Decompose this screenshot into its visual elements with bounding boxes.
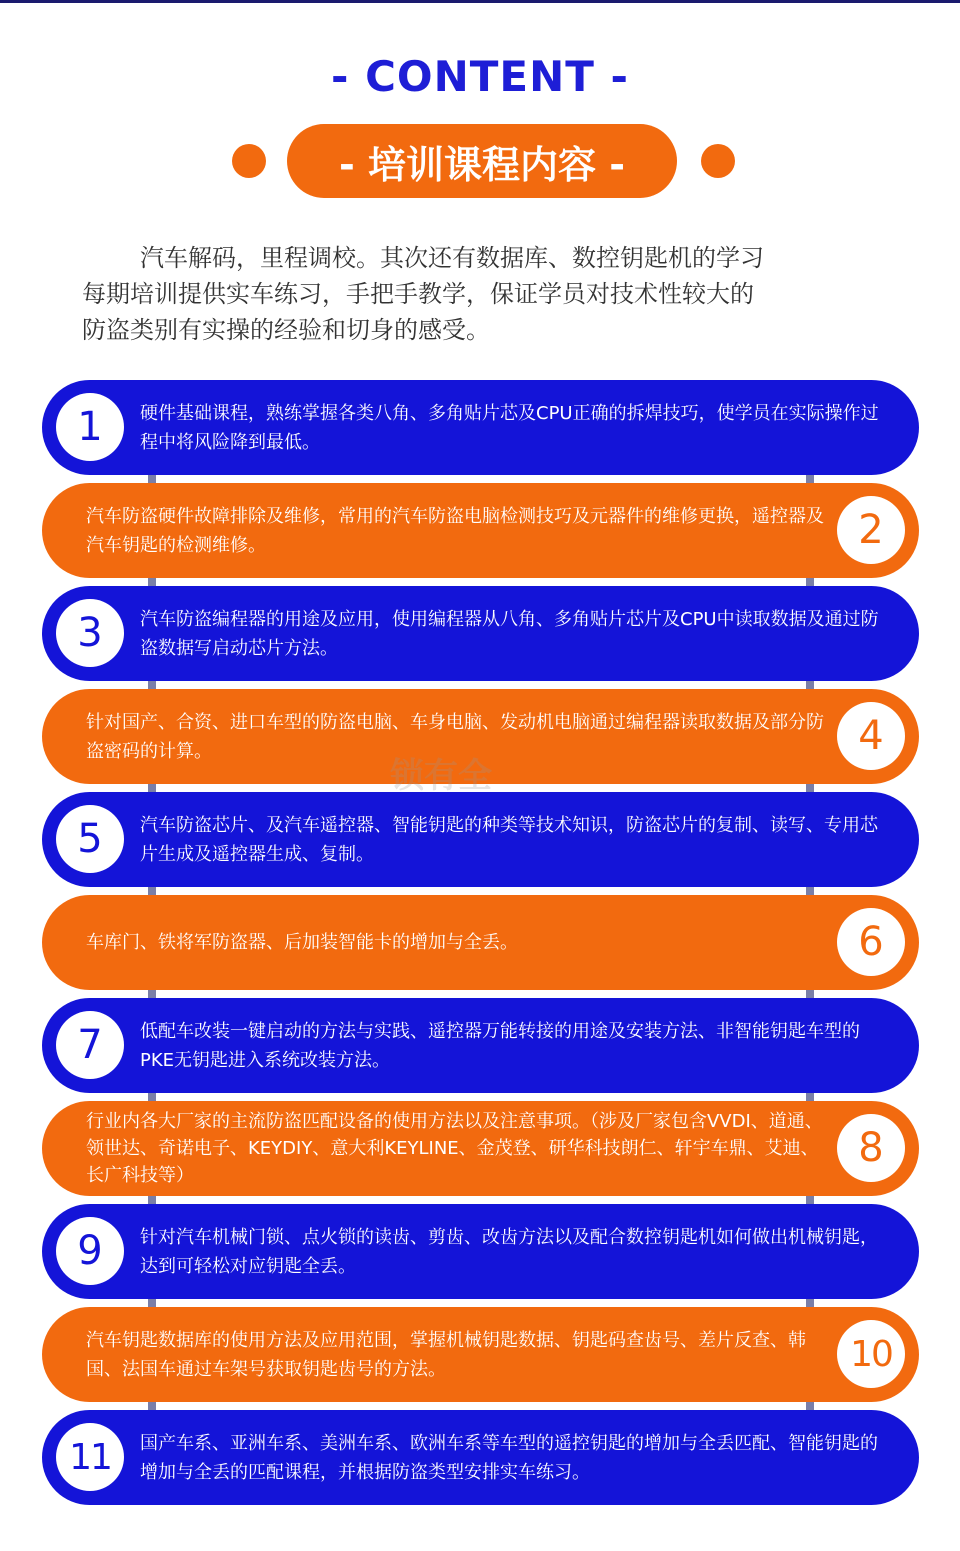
course-item-10 — [42, 1307, 919, 1402]
item-number-badge: 7 — [56, 1011, 124, 1079]
item-number-badge: 9 — [56, 1217, 124, 1285]
intro-line: 防盗类别有实操的经验和切身的感受。 — [82, 316, 490, 344]
section-title-pill: - 培训课程内容 - — [287, 124, 677, 198]
top-border-line — [0, 0, 960, 3]
item-text: 硬件基础课程，熟练掌握各类八角、多角贴片芯及CPU正确的拆焊技巧，使学员在实际操作过程中将风险降到最低。 — [140, 402, 879, 453]
item-number-badge: 11 — [56, 1423, 124, 1491]
item-number-badge: 2 — [837, 496, 905, 564]
course-item-3 — [42, 586, 919, 681]
item-number-badge: 4 — [837, 702, 905, 770]
item-text: 针对国产、合资、进口车型的防盗电脑、车身电脑、发动机电脑通过编程器读取数据及部分防盗密码的计算。 — [86, 711, 824, 762]
item-number-badge: 8 — [837, 1114, 905, 1182]
course-item-11 — [42, 1410, 919, 1505]
item-number-badge: 5 — [56, 805, 124, 873]
course-item-2 — [42, 483, 919, 578]
item-number-badge: 10 — [837, 1320, 905, 1388]
content-heading: - CONTENT - — [331, 52, 629, 101]
item-text: 汽车防盗芯片、及汽车遥控器、智能钥匙的种类等技术知识，防盗芯片的复制、读写、专用芯片生成及遥控器生成、复制。 — [140, 814, 878, 865]
item-number-badge: 1 — [56, 393, 124, 461]
item-text: 汽车防盗编程器的用途及应用，使用编程器从八角、多角贴片芯片及CPU中读取数据及通过防盗数据写启动芯片方法。 — [140, 608, 879, 659]
intro-line: 汽车解码，里程调校。其次还有数据库、数控钥匙机的学习 — [140, 244, 764, 272]
item-number-badge: 3 — [56, 599, 124, 667]
course-item-8 — [42, 1101, 919, 1196]
intro-paragraph — [82, 240, 872, 348]
item-text: 汽车防盗硬件故障排除及维修，常用的汽车防盗电脑检测技巧及元器件的维修更换，遥控器及汽车钥匙的检测维修。 — [86, 505, 824, 556]
item-text: 车库门、铁将军防盗器、后加装智能卡的增加与全丢。 — [86, 932, 518, 953]
decorative-dot-left — [232, 144, 266, 178]
item-number-badge: 6 — [837, 908, 905, 976]
item-text: 行业内各大厂家的主流防盗匹配设备的使用方法以及注意事项。（涉及厂家包含VVDI、道通、领世达、奇诺电子、KEYDIY、意大利KEYLINE、金茂登、研华科技朗仁、轩宇车鼎、艾迪、长广科技等） — [86, 1111, 823, 1186]
course-item-5 — [42, 792, 919, 887]
item-text: 汽车钥匙数据库的使用方法及应用范围，掌握机械钥匙数据、钥匙码查齿号、差片反查、韩国、法国车通过车架号获取钥匙齿号的方法。 — [86, 1329, 806, 1380]
watermark-logo: 锁有全 — [390, 756, 492, 796]
course-item-9 — [42, 1204, 919, 1299]
item-text: 针对汽车机械门锁、点火锁的读齿、剪齿、改齿方法以及配合数控钥匙机如何做出机械钥匙，达到可轻松对应钥匙全丢。 — [140, 1226, 878, 1277]
item-text: 低配车改装一键启动的方法与实践、遥控器万能转接的用途及安装方法、非智能钥匙车型的PKE无钥匙进入系统改装方法。 — [140, 1020, 860, 1071]
intro-line: 每期培训提供实车练习，手把手教学，保证学员对技术性较大的 — [82, 280, 754, 308]
item-text: 国产车系、亚洲车系、美洲车系、欧洲车系等车型的遥控钥匙的增加与全丢匹配、智能钥匙的增加与全丢的匹配课程，并根据防盗类型安排实车练习。 — [140, 1432, 878, 1483]
course-item-6 — [42, 895, 919, 990]
course-item-1 — [42, 380, 919, 475]
decorative-dot-right — [701, 144, 735, 178]
course-item-7 — [42, 998, 919, 1093]
